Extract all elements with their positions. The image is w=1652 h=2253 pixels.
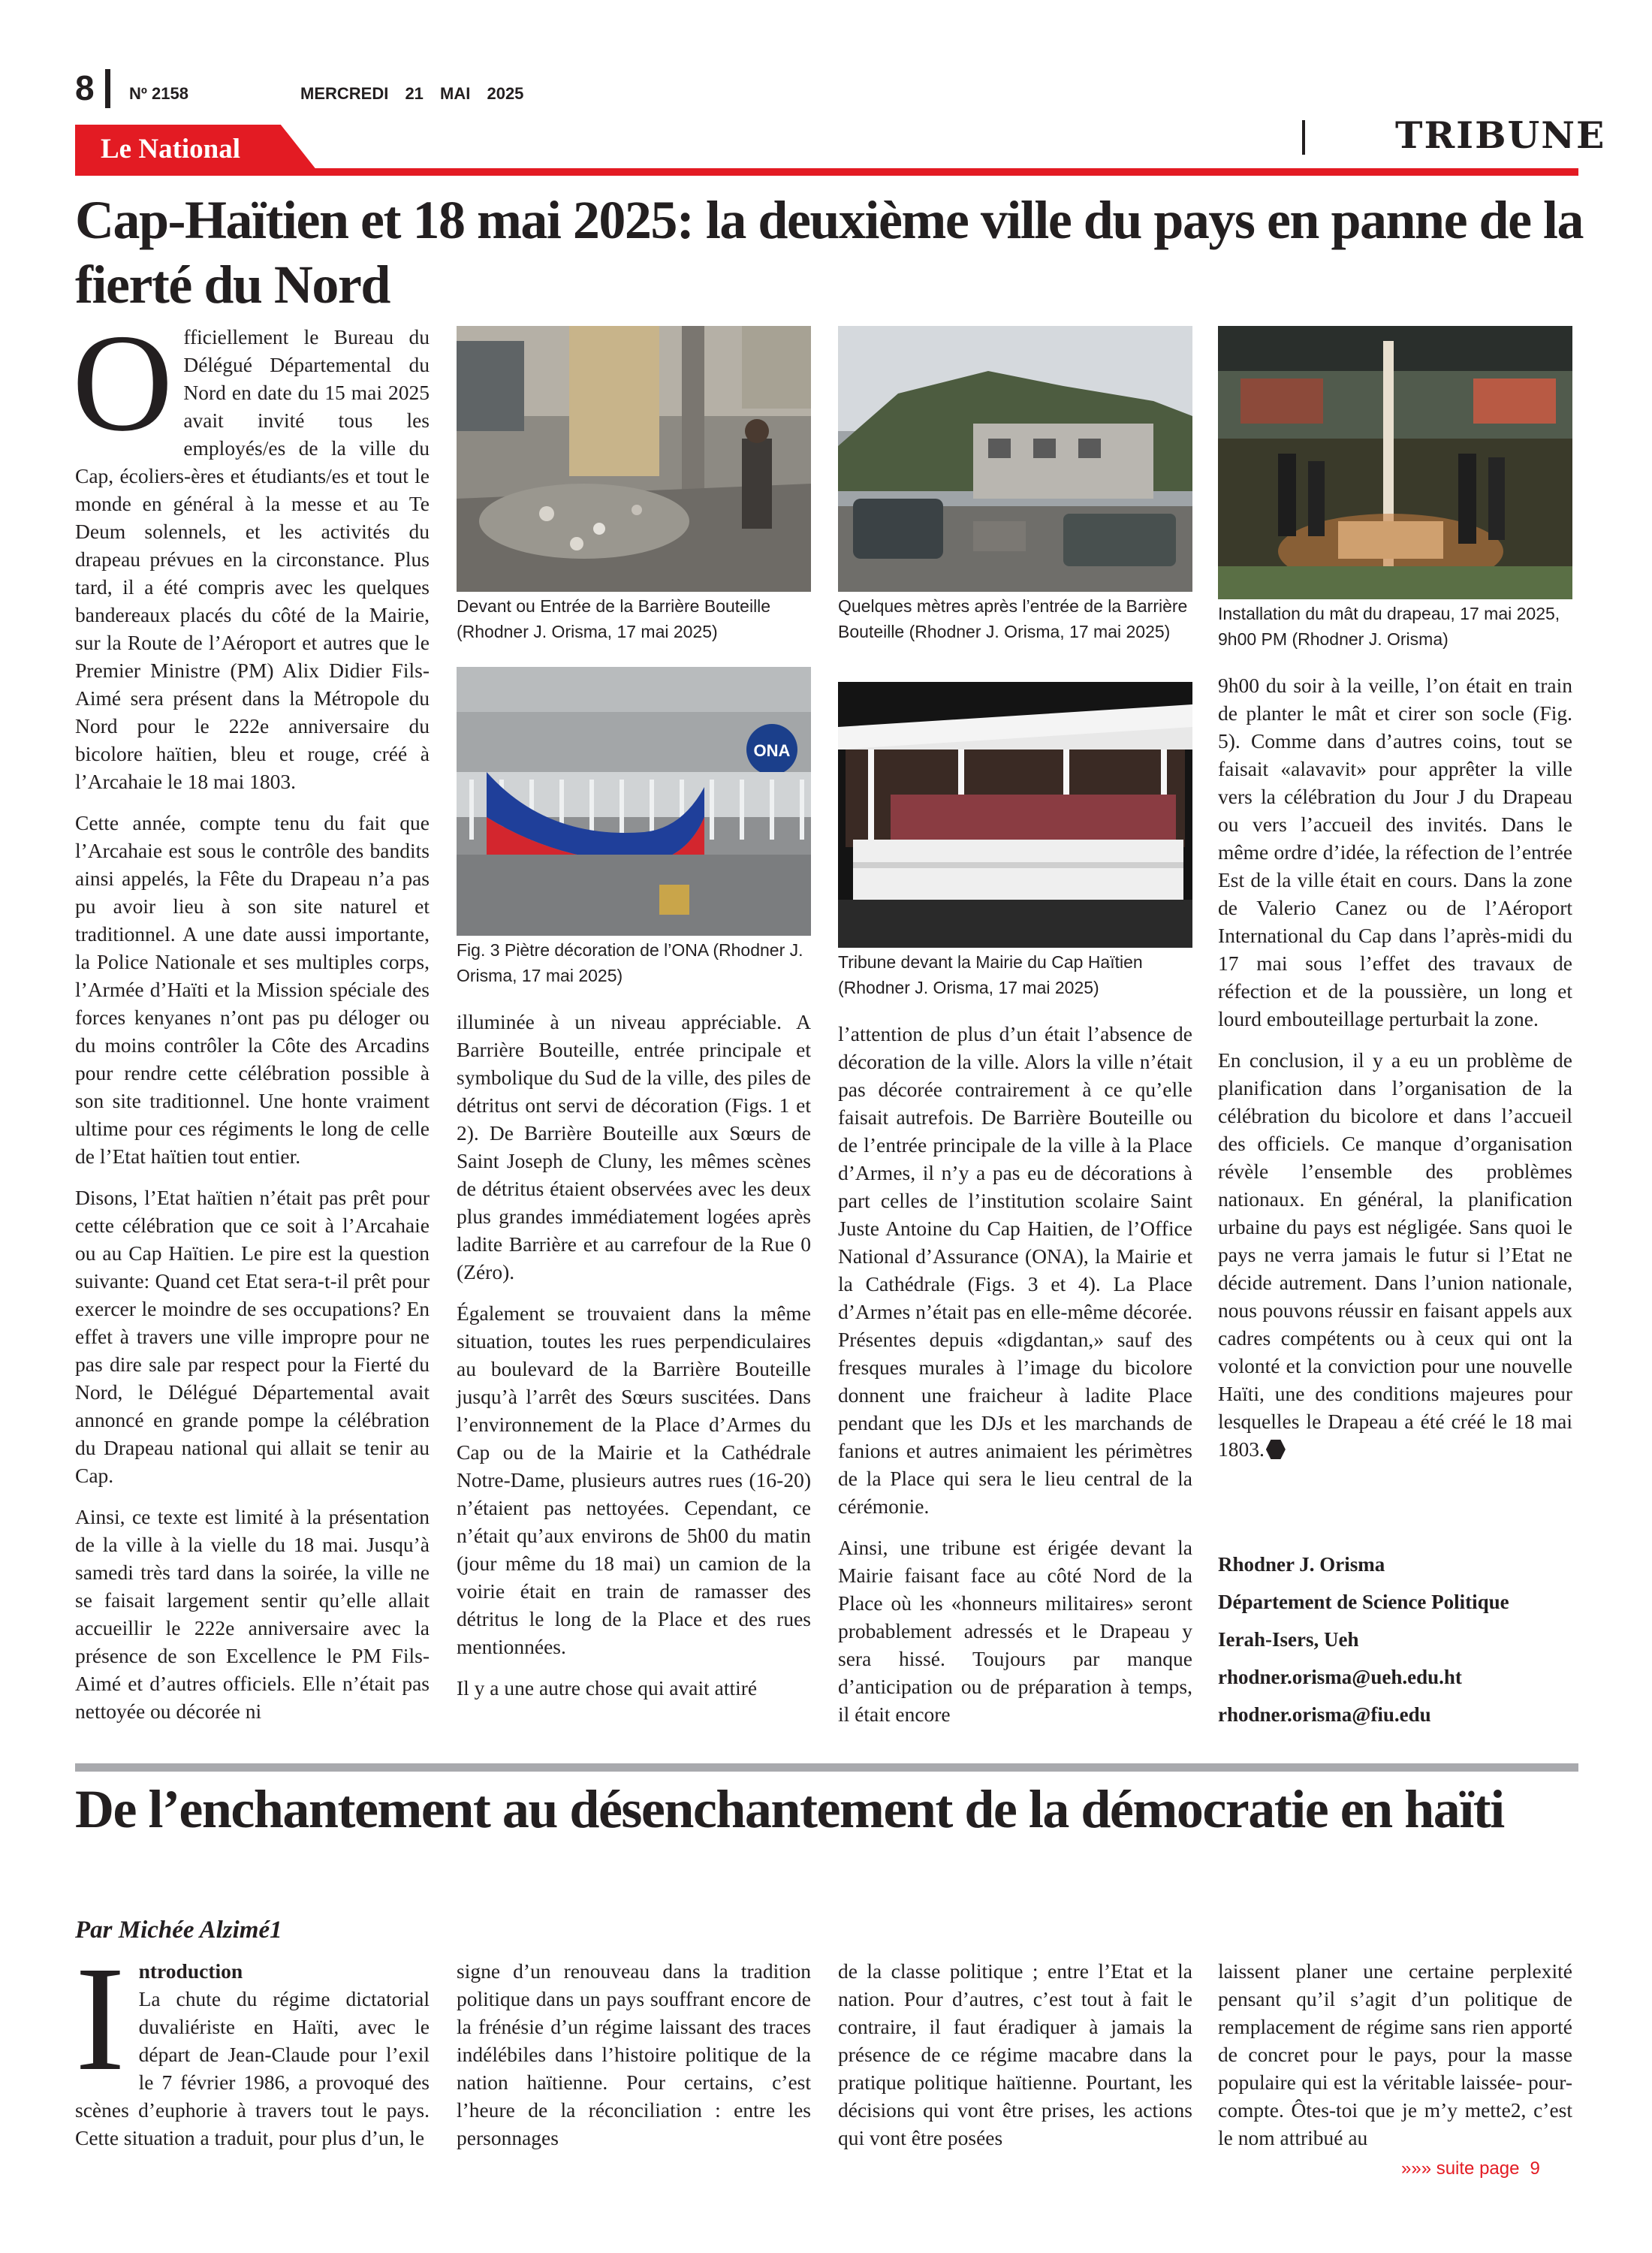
article1-paragraph: illuminée à un niveau appréciable. A Barrière Bouteille, entrée principale et symbolique du Sud de la ville, des piles de détritus ont servi de décoration (Figs. 1 et 2). De Barrière Bouteille aux Sœurs de Saint Joseph de Cluny, les mêmes scènes de détritus étaient observées avec les deux plus grandes immédiatement logées après ladite Barrière et au carrefour de la Rue 0 (Zéro).: [457, 1010, 811, 1283]
photo-barriere-bouteille-entrance: [457, 326, 811, 592]
continued-on-page-link[interactable]: [1401, 2158, 1540, 2179]
photo-ona-decoration: [457, 667, 811, 936]
continued-page-number: 9: [1530, 2158, 1540, 2179]
article1-column-1: [72, 306, 430, 1739]
article1-paragraph: Cette année, compte tenu du fait que l’Arcahaie est sous le contrôle des bandits ainsi appelés, la Fête du Drapeau n’a pas pu avoir lieu à son site naturel et traditionnel. A une date aussi importante, la Police Nationale et ses multiples corps, l’Armée d’Haïti et la Mission spéciale des forces kenyanes n’ont pas pu déloger ou du moins contrôler la Côte des Arcadins pour rendre cette célébration possible à son site traditionnel. Une honte vraiment ultime pour ces régiments le long de celle de l’Etat haïtien tout entier.: [75, 811, 430, 1168]
article2-paragraph: laissent planer une certaine perplexité pensant qu’il s’agit d’un politique de remplacement de régime sans rien apporté de concret pour le pays, pour la masse populaire qui est la véritable laissée- pour- compte. Ôtes-toi que je m’y mette2, c’est le nom attribué au: [1218, 1959, 1572, 2149]
article2-column-2: [457, 1957, 811, 2165]
section-title: TRIBUNE: [1395, 113, 1606, 157]
author-department: Département de Science Politique: [1218, 1591, 1509, 1613]
article2-paragraph: La chute du régime dictatorial duvaliériste en Haïti, avec le départ de Jean-Claude pour l’exil le 7 février 1986, a provoqué des scènes d’euphorie à travers tout le pays. Cette situation a traduit, pour plus d’un, le: [75, 1987, 430, 2149]
article2-column-1: [75, 1936, 430, 2152]
caption-fig1: Devant ou Entrée de la Barrière Bouteille (Rhodner J. Orisma, 17 mai 2025): [457, 596, 771, 641]
author-email-2: rhodner.orisma@fiu.edu: [1218, 1703, 1431, 1726]
end-of-article-icon: [1266, 1440, 1286, 1459]
article1-column-3: [838, 1020, 1192, 1742]
article1-paragraph: Disons, l’Etat haïtien n’était pas prêt pour cette célébration que ce soit à l’Arcahaie ou au Cap Haïtien. Le pire est la question suivante: Quand cet Etat sera-t-il prêt pour exercer le moindre de ses occupations? En effet à travers une ville impropre pour ne pas dire sale par respect pour la Fierté du Nord, le Délégué Départemental avait annoncé en grande pompe la célébration du Drapeau national qui allait se tenir au Cap.: [75, 1186, 430, 1487]
article1-column-4: [1218, 671, 1572, 1476]
article1-paragraph: Ainsi, ce texte est limité à la présentation de la ville à la vielle du 18 mai. Jusqu’à samedi très tard dans la soirée, la ville ne se faisait largement sentir qu’elle allait accueillir le 222e anniversaire avec la présence de son Excellence le PM Fils-Aimé et d’autres officiels. Elle n’était pas nettoyée ou décorée ni: [75, 1505, 430, 1723]
article1-paragraph: l’attention de plus d’un était l’absence de décoration de la ville. Alors la ville n’était pas décorée contrairement à ce qu’elle faisait autrefois. De Barrière Bouteille ou de l’entrée principale de la ville à la Place d’Armes, il n’y a pas eu de décorations à part celles de l’institution scolaire Saint Juste Antoine du Cap Haitien, de l’Office National d’Assurance (ONA), la Mairie et la Cathédrale (Figs. 3 et 4). La Place d’Armes n’était pas en elle-même décorée. Présentes depuis «digdantan,» sauf des fresques murales à l’image du bicolore donnent une fraicheur à ladite Place pendant que les DJs et les marchands de fanions et autres animaient les périmètres de la Place qui sera le lieu central de la cérémonie.: [838, 1022, 1192, 1518]
article1-paragraph: fficiellement le Bureau du Délégué Départemental du Nord en date du 15 mai 2025 avait invité tous les employés/es de la ville du Cap, écoliers-ères et étudiants/es et tout le monde en général à la messe et au Te Deum solennels, et les activités du drapeau prévues en la circonstance. Plus tard, il a été compris avec les quelques bandereaux placés du côté de la Mairie, sur la Route de l’Aéroport et autres que le Premier Ministre (PM) Alix Didier Fils-Aimé sera présent dans la Métropole du Nord pour le 222e anniversaire du bicolore haïtien, bleu et rouge, créé à l’Arcahaie le 18 mai 1803.: [75, 325, 430, 793]
ona-sign-text: ONA: [753, 741, 791, 760]
author-institution: Ierah-Isers, Ueh: [1218, 1628, 1359, 1651]
issue-number: Nº 2158: [129, 84, 188, 103]
newspaper-name: Le National: [101, 134, 241, 164]
article1-paragraph: Il y a une autre chose qui avait attiré: [457, 1676, 758, 1700]
article2-paragraph: de la classe politique ; entre l’Etat et la nation. Pour d’autres, c’est tout à fait le contraire, il faut éradiquer à jamais la présence de ce régime macabre dans la pratique politique haïtienne. Pourtant, les décisions qui vont être prises, les actions qui vont être posées: [838, 1959, 1192, 2149]
caption-fig3: Fig. 3 Piètre décoration de l’ONA (Rhodner J. Orisma, 17 mai 2025): [457, 940, 803, 985]
section-divider: [1302, 120, 1305, 155]
continued-label: »»» suite page: [1401, 2158, 1520, 2179]
article2-paragraph: signe d’un renouveau dans la tradition politique dans un pays souffrant encore de la frénésie d’un régime laissant des traces indélébiles dans l’histoire politique de la nation haïtienne. Pour certains, c’est l’heure de la réconciliation : entre les personnages: [457, 1959, 811, 2149]
article2-column-3: [838, 1957, 1192, 2165]
article2-intro-heading: ntroduction: [138, 1959, 243, 1983]
article1-column-2: [457, 1008, 811, 1715]
header-rule: [75, 168, 1578, 176]
caption-fig2: Quelques mètres après l’entrée de la Barrière Bouteille (Rhodner J. Orisma, 17 mai 2025): [838, 596, 1188, 641]
issue-date: MERCREDI 21 MAI 2025: [300, 84, 524, 103]
article2-column-4: [1218, 1957, 1572, 2165]
article-separator: [75, 1763, 1578, 1772]
page-number-divider: [105, 69, 110, 108]
article1-paragraph: Également se trouvaient dans la même situation, toutes les rues perpendiculaires au boulevard de la Barrière Bouteille jusqu’à l’arrêt des Sœurs suscitées. Dans l’environnement de la Place d’Armes du Cap ou de la Mairie et la Cathédrale Notre-Dame, plusieurs autres rues (16-20) n’étaient pas nettoyées. Cependant, ce n’était qu’aux environs de 5h00 du matin (jour même du 18 mai) un camion de la voirie était en train de ramasser des détritus le long de la Place et des rues mentionnées.: [457, 1301, 811, 1658]
page-number: 8: [75, 68, 95, 107]
article2-byline: Par Michée Alzimé1: [75, 1917, 282, 1944]
article1-title: Cap-Haïtien et 18 mai 2025: la deuxième ville du pays en panne de la fierté du Nord: [75, 190, 1584, 315]
photo-tribune-mairie: [838, 682, 1192, 948]
article1-paragraph: [1218, 1046, 1572, 1463]
article2-dropcap: I: [75, 1936, 125, 2102]
article2-title: De l’enchantement au désenchantement de la démocratie en haïti: [75, 1779, 1504, 1839]
caption-fig4: Tribune devant la Mairie du Cap Haïtien (Rhodner J. Orisma, 17 mai 2025): [838, 952, 1143, 997]
article1-dropcap: O: [72, 306, 173, 460]
article1-last-paragraph-text: En conclusion, il y a eu un problème de planification dans l’organisation de la célébration du bicolore et dans l’accueil des officiels. Ce manque d’organisation révèle l’ensemble des problèmes nationaux. En général, la planification urbaine du pays est négligée. Sans quoi le pays ne verra jamais le futur si l’Etat ne décide autrement. Dans l’union nationale, nous pouvons réussir en faisant appels aux cadres compétents ou à ceux qui ont la volonté et la conviction pour une nouvelle Haïti, une des conditions majeures pour lesquelles le Drapeau a été créé le 18 mai 1803.: [1218, 1048, 1572, 1461]
article1-paragraph: Ainsi, une tribune est érigée devant la Mairie faisant face au côté Nord de la Place où les «honneurs militaires» seront probablement adressés et le Drapeau y sera hissé. Toujours par manque d’anticipation ou de préparation à temps, il était encore: [838, 1536, 1192, 1726]
author-signature: [1218, 1546, 1572, 1733]
photo-after-barriere-bouteille: [838, 326, 1192, 592]
photo-flag-mast-installation: [1218, 326, 1572, 599]
author-name: Rhodner J. Orisma: [1218, 1553, 1385, 1576]
caption-fig5: Installation du mât du drapeau, 17 mai 2025, 9h00 PM (Rhodner J. Orisma): [1218, 604, 1560, 649]
article1-paragraph: 9h00 du soir à la veille, l’on était en train de planter le mât et cirer son socle (Fig. 5). Comme dans d’autres coins, tout se faisait «alavavit» pour apprêter la ville vers la célébration du Jour J du Drapeau ou vers l’accueil des invités. Dans le même ordre d’idée, la réfection de l’entrée Est de la ville était en cours. Dans la zone de Valerio Canez ou de l’Aéroport International du Cap dans l’après-midi du 17 mai sous l’effet des travaux de réfection et de la poussière, un long et lourd embouteillage perturbait la zone.: [1218, 674, 1572, 1030]
author-email-1: rhodner.orisma@ueh.edu.ht: [1218, 1666, 1462, 1688]
